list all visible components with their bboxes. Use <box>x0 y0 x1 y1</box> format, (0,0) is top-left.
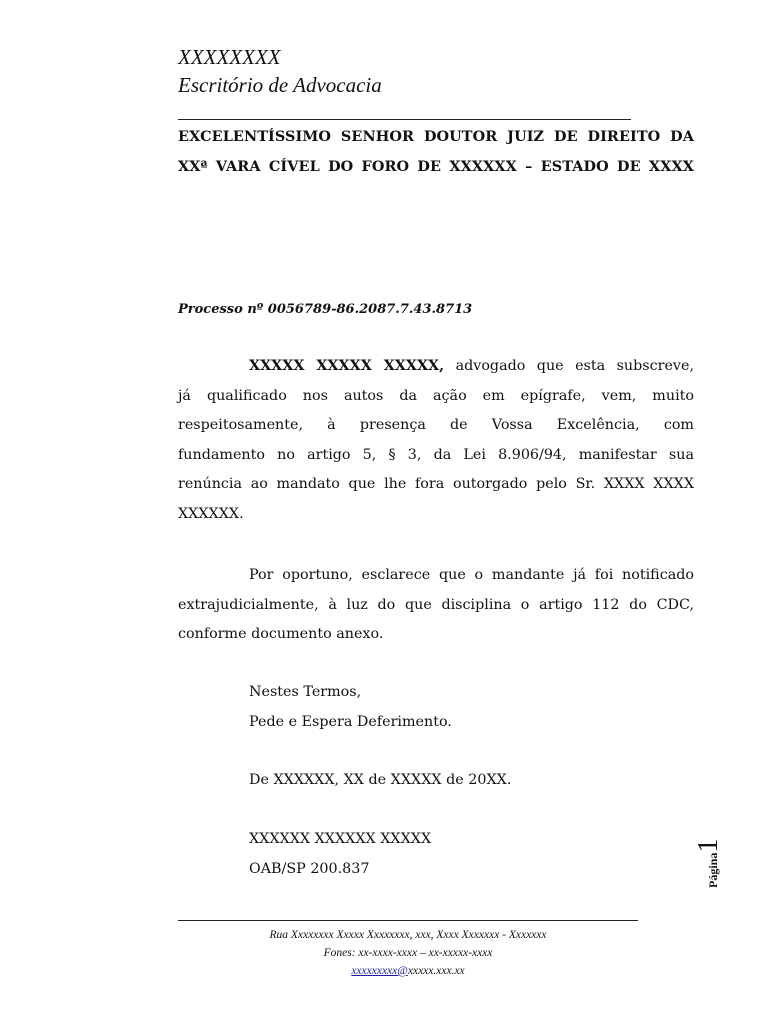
place-date: De XXXXXX, XX de XXXXX de 20XX. <box>249 772 512 788</box>
footer <box>178 926 638 980</box>
closing-terms-line: Nestes Termos, <box>249 684 362 700</box>
addressee-line-2: XXª VARA CÍVEL DO FORO DE XXXXXX – ESTADO DE XXXX <box>178 158 694 175</box>
paragraph-line: XXXXX XXXXX XXXXX, advogado que esta subscreve, <box>249 358 694 374</box>
email-link[interactable]: xxxxxxxxx@ <box>351 965 408 977</box>
addressee-block <box>178 122 694 182</box>
paragraph-line: extrajudicialmente, à luz do que disciplina o artigo 112 do CDC, <box>178 596 694 613</box>
footer-address: Rua Xxxxxxxx Xxxxx Xxxxxxxx, xxx, Xxxx Xxxxxxx - Xxxxxxx <box>269 929 547 941</box>
paragraph-line: respeitosamente, à presença de Vossa Excelência, com <box>178 417 694 433</box>
footer-phones: Fones: xx-xxxx-xxxx – xx-xxxxx-xxxx <box>323 947 493 959</box>
closing-request-line: Pede e Espera Deferimento. <box>249 713 452 730</box>
signer-name: XXXXXX XXXXXX XXXXX <box>249 831 432 847</box>
page-word: Página <box>706 852 720 888</box>
paragraph-line: fundamento no artigo 5, § 3, da Lei 8.906/94, manifestar sua <box>178 446 694 463</box>
header-rule <box>178 119 631 120</box>
footer-rule <box>178 920 638 921</box>
page-number: 1 <box>693 838 724 853</box>
signature-block <box>249 825 431 884</box>
paragraph-line: renúncia ao mandato que lhe fora outorgado pelo Sr. XXXX XXXX <box>178 476 694 492</box>
paragraph-renuncia <box>178 352 694 529</box>
firm-subtitle: Escritório de Advocacia <box>178 73 382 97</box>
process-number: Processo nº 0056789-86.2087.7.43.8713 <box>178 302 473 317</box>
lawyer-name: XXXXX XXXXX XXXXX, <box>249 358 445 374</box>
footer-email <box>178 962 638 980</box>
paragraph-notificacao <box>178 561 694 650</box>
addressee-line-1: EXCELENTÍSSIMO SENHOR DOUTOR JUIZ DE DIREITO DA <box>178 128 694 145</box>
paragraph-line: já qualificado nos autos da ação em epígrafe, vem, muito <box>178 387 694 404</box>
closing-terms <box>249 678 452 737</box>
email-domain: xxxxx.xxx.xx <box>407 965 465 977</box>
paragraph-line: XXXXXX. <box>178 505 244 522</box>
firm-name: XXXXXXXX <box>178 45 281 69</box>
page-number-label <box>693 824 733 888</box>
paragraph-line: Por oportuno, esclarece que o mandante já foi notificado <box>249 567 694 583</box>
paragraph-line: conforme documento anexo. <box>178 626 384 642</box>
oab-number: OAB/SP 200.837 <box>249 860 370 877</box>
